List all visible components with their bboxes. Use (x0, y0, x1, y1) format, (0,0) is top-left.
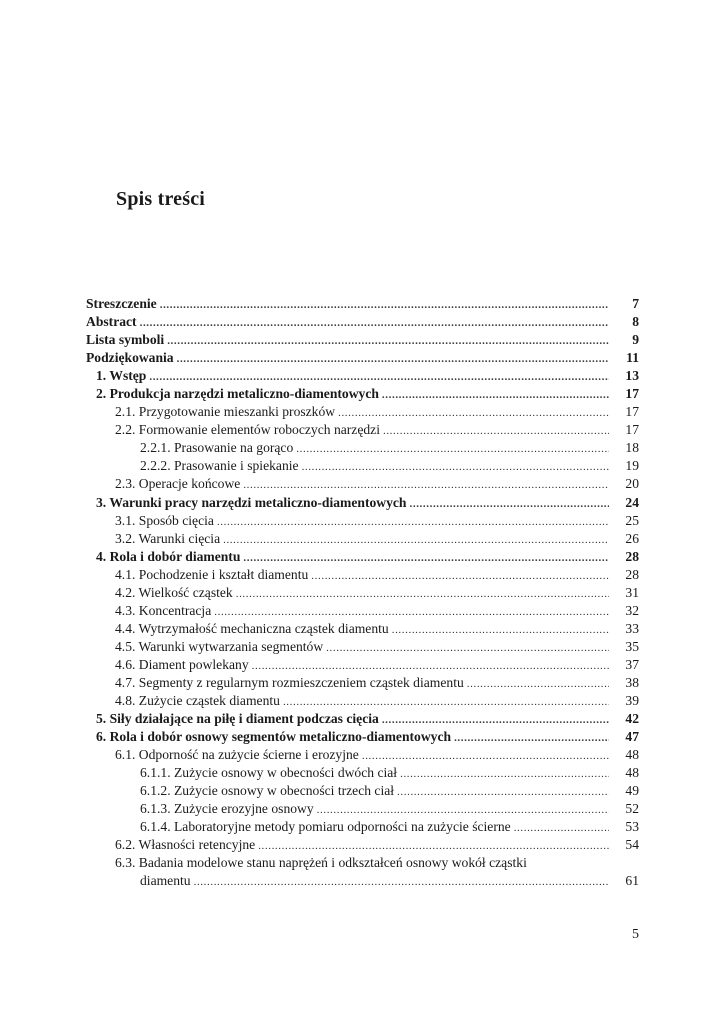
toc-label: 6.1.3. Zużycie erozyjne osnowy (140, 801, 314, 817)
dot-leader (140, 314, 609, 332)
toc-label: 4.8. Zużycie cząstek diamentu (115, 693, 280, 709)
dot-leader (392, 621, 609, 639)
toc-label: 6.2. Własności retencyjne (115, 837, 256, 853)
dot-leader (362, 747, 609, 765)
dot-leader (400, 765, 609, 783)
dot-leader (514, 819, 609, 837)
toc-label: Abstract (86, 314, 137, 330)
toc-label: Podziękowania (86, 350, 174, 366)
dot-leader (252, 657, 609, 675)
toc-label: 4.4. Wytrzymałość mechaniczna cząstek diamentu (115, 620, 389, 636)
toc-entry-chapter-5[interactable] (86, 710, 639, 728)
toc-label: 2.2. Formowanie elementów roboczych narzędzi (115, 422, 380, 438)
toc-page-number: 53 (625, 819, 639, 835)
toc-label: 4. Rola i dobór diamentu (96, 548, 241, 564)
dot-leader (217, 513, 609, 531)
dot-leader (258, 837, 609, 855)
toc-entry-section-2-3[interactable] (86, 475, 639, 493)
toc-entry-section-4-8[interactable] (86, 692, 639, 710)
toc-label: 2.2.2. Prasowanie i spiekanie (140, 458, 299, 474)
dot-leader (467, 675, 609, 693)
dot-leader (302, 458, 609, 476)
toc-label: 2.3. Operacje końcowe (115, 476, 241, 492)
toc-entry-section-3-2[interactable] (86, 530, 639, 548)
toc-label: 4.2. Wielkość cząstek (115, 584, 233, 600)
toc-page-number: 17 (625, 386, 639, 402)
toc-page-number: 49 (625, 783, 639, 799)
toc-label: 4.5. Warunki wytwarzania segmentów (115, 638, 324, 654)
dot-leader (167, 332, 609, 350)
toc-label: 2.2.1. Prasowanie na gorąco (140, 440, 294, 456)
toc-page-number: 18 (625, 440, 639, 456)
dot-leader (160, 296, 609, 314)
dot-leader (311, 567, 609, 585)
toc-entry-section-6-1-3[interactable] (86, 800, 639, 818)
dot-leader (194, 873, 609, 891)
toc-page-number: 35 (625, 638, 639, 654)
page-number: 5 (632, 927, 639, 942)
dot-leader (243, 549, 609, 567)
toc-entry-chapter-3[interactable] (86, 494, 639, 512)
toc-label: 6.1. Odporność na zużycie ścierne i erozyjne (115, 747, 359, 763)
toc-page-number: 28 (625, 566, 639, 582)
toc-entry-section-6-1-1[interactable] (86, 764, 639, 782)
toc-label: 4.7. Segmenty z regularnym rozmieszczeniem cząstek diamentu (115, 674, 464, 690)
toc-page-number: 25 (625, 512, 639, 528)
toc-page-number: 48 (625, 765, 639, 781)
toc-entry-section-4-5[interactable] (86, 638, 639, 656)
toc-label: 1. Wstęp (96, 368, 147, 384)
toc-page-number: 52 (625, 801, 639, 817)
toc-page-number: 8 (632, 314, 639, 330)
toc-label: 6.3. Badania modelowe stanu naprężeń i odkształceń osnowy wokół cząstki (115, 855, 527, 871)
toc-page-number: 32 (625, 602, 639, 618)
toc-page-number: 26 (625, 530, 639, 546)
toc-page-number: 24 (625, 494, 639, 510)
toc-label: 6. Rola i dobór osnowy segmentów metaliczno-diamentowych (96, 729, 452, 745)
dot-leader (383, 422, 609, 440)
toc-page-number: 48 (625, 747, 639, 763)
dot-leader (338, 404, 609, 422)
toc-page-number: 37 (625, 656, 639, 672)
toc-page-number: 28 (625, 548, 639, 564)
toc-entry-section-4-4[interactable] (86, 620, 639, 638)
toc-page-number: 13 (625, 368, 639, 384)
toc-label: 4.6. Diament powlekany (115, 656, 249, 672)
toc-page-number: 38 (625, 674, 639, 690)
toc-label: 3.1. Sposób cięcia (115, 512, 214, 528)
toc-entry-section-3-1[interactable] (86, 512, 639, 530)
toc-page-number: 19 (625, 458, 639, 474)
toc-label: 2. Produkcja narzędzi metaliczno-diamentowych (96, 386, 379, 402)
toc-page-number: 9 (632, 332, 639, 348)
table-of-contents (86, 295, 639, 890)
dot-leader (296, 440, 609, 458)
toc-entry-section-6-1[interactable] (86, 746, 639, 764)
toc-entry-chapter-1[interactable] (86, 367, 639, 385)
toc-entry-section-6-2[interactable] (86, 836, 639, 854)
toc-entry-section-6-1-2[interactable] (86, 782, 639, 800)
toc-page-number: 17 (625, 404, 639, 420)
toc-entry-section-6-1-4[interactable] (86, 818, 639, 836)
dot-leader (283, 693, 609, 711)
toc-label: 5. Siły działające na piłę i diament podczas cięcia (96, 711, 379, 727)
toc-label: 3.2. Warunki cięcia (115, 530, 221, 546)
dot-leader (149, 368, 609, 386)
toc-page-number: 33 (625, 620, 639, 636)
toc-page-number: 39 (625, 693, 639, 709)
dot-leader (214, 603, 609, 621)
toc-page-number: 17 (625, 422, 639, 438)
toc-label: 6.1.1. Zużycie osnowy w obecności dwóch ciał (140, 765, 398, 781)
toc-page-number: 20 (625, 476, 639, 492)
toc-entry-section-2-2[interactable] (86, 421, 639, 439)
dot-leader (317, 801, 609, 819)
dot-leader (397, 783, 609, 801)
toc-label: 4.3. Koncentracja (115, 602, 212, 618)
toc-label: Streszczenie (86, 296, 157, 311)
toc-entry-section-4-7[interactable] (86, 674, 639, 692)
toc-entry-section-4-3[interactable] (86, 602, 639, 620)
toc-label-continuation: diamentu (140, 873, 191, 889)
dot-leader (326, 639, 609, 657)
toc-page-number: 54 (625, 837, 639, 853)
dot-leader (382, 711, 609, 729)
toc-entry-section-4-6[interactable] (86, 656, 639, 674)
toc-entry-chapter-6[interactable] (86, 728, 639, 746)
toc-entry-section-2-2-1[interactable] (86, 439, 639, 457)
page-title: Spis treści (116, 188, 206, 210)
toc-page-number: 31 (625, 584, 639, 600)
toc-entry-section-4-1[interactable] (86, 566, 639, 584)
toc-label: 4.1. Pochodzenie i kształt diamentu (115, 566, 309, 582)
toc-entry-chapter-4[interactable] (86, 548, 639, 566)
dot-leader (382, 386, 609, 404)
toc-entry-section-6-3[interactable] (86, 854, 639, 890)
toc-entry-abstract[interactable] (86, 313, 639, 331)
dot-leader (454, 729, 609, 747)
toc-page-number: 11 (626, 350, 639, 366)
toc-entry-podziekowania[interactable] (86, 349, 639, 367)
dot-leader (236, 585, 609, 603)
toc-entry-chapter-2[interactable] (86, 385, 639, 403)
toc-label: 6.1.2. Zużycie osnowy w obecności trzech ciał (140, 783, 395, 799)
toc-label: 6.1.4. Laboratoryjne metody pomiaru odporności na zużycie ścierne (140, 819, 511, 835)
dot-leader (243, 476, 609, 494)
toc-entry-section-2-1[interactable] (86, 403, 639, 421)
dot-leader (177, 350, 609, 368)
toc-label: Lista symboli (86, 332, 165, 348)
dot-leader (223, 531, 609, 549)
toc-entry-lista-symboli[interactable] (86, 331, 639, 349)
toc-label: 3. Warunki pracy narzędzi metaliczno-diamentowych (96, 494, 407, 510)
toc-label: 2.1. Przygotowanie mieszanki proszków (115, 404, 336, 420)
dot-leader (410, 495, 610, 513)
toc-entry-streszczenie[interactable] (86, 295, 639, 313)
toc-page-number: 47 (625, 729, 639, 745)
toc-page-number: 42 (625, 711, 639, 727)
toc-page-number: 7 (632, 296, 639, 311)
toc-entry-section-2-2-2[interactable] (86, 457, 639, 475)
toc-page-number: 61 (625, 873, 639, 889)
toc-entry-section-4-2[interactable] (86, 584, 639, 602)
